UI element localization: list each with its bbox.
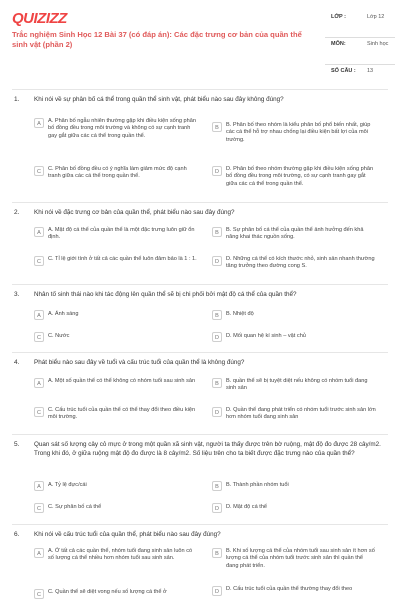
quizizz-logo: QUIZIZZ <box>12 10 67 27</box>
question-text: Khi nói về đặc trưng cơ bản của quần thể, phát biểu nào sau đây đúng? <box>34 209 235 216</box>
option-text: B. Sự phân bố cá thể của quần thể ảnh hưởng đến khả năng khai thác nguồn sống. <box>226 227 364 241</box>
option-key: B <box>212 310 222 320</box>
option-key: A <box>34 548 44 558</box>
question-number: 1. <box>14 96 20 103</box>
question-number: 3. <box>14 291 20 298</box>
question-divider <box>12 352 388 353</box>
question-divider <box>12 524 388 525</box>
option-key: D <box>212 256 222 266</box>
question-divider <box>12 284 388 285</box>
option-key: D <box>212 503 222 513</box>
option-text: B. Phân bố theo nhóm là kiểu phân bố phổ biến nhất, giúp các cá thể hỗ trợ nhau chống lại điều kiện bất lợi của môi trường. <box>226 122 371 143</box>
question-divider <box>12 434 388 435</box>
option-key: A <box>34 118 44 128</box>
option-text: B. Khi số lượng cá thể của nhóm tuổi sau sinh sản ít hơn số lượng cá thể của nhóm tuổi trước sinh sản thì quần thể đang phát triển. <box>226 548 375 569</box>
option-text: A. Ở tất cả các quần thể, nhóm tuổi đang sinh sản luôn có số lượng cá thể nhiều hơn nhóm tuổi sau sinh sản. <box>48 548 193 562</box>
question-text: Khi nói về sự phân bố cá thể trong quần thể sinh vật, phát biểu nào sau đây không đúng? <box>34 96 284 103</box>
question-text: Phát biểu nào sau đây về tuổi và cấu trúc tuổi của quần thể là không đúng? <box>34 359 245 366</box>
option-text: A. Tỷ lệ đực/cái <box>48 482 87 488</box>
info-row-subject <box>325 37 395 64</box>
question-number: 5. <box>14 441 20 448</box>
option-text: C. Quần thể sẽ diệt vong nếu số lượng cá thể ở <box>48 589 167 595</box>
option-text: D. Mật độ cá thể <box>226 504 268 510</box>
header-divider <box>12 89 388 90</box>
option-key: C <box>34 503 44 513</box>
option-key: B <box>212 548 222 558</box>
option-key: C <box>34 589 44 599</box>
option-text: D. Những cá thể có kích thước nhỏ, sinh sản nhanh thường tăng trưởng theo đường cong S. <box>226 256 375 270</box>
option-key: B <box>212 227 222 237</box>
option-key: D <box>212 332 222 342</box>
option-text: C. Cấu trúc tuổi của quần thể có thể thay đổi theo điều kiện môi trường. <box>48 407 196 421</box>
option-text: A. Phân bố ngẫu nhiên thường gặp khi điều kiện sống phân bố đồng đều trong môi trường và không có sự cạnh tranh gay gắt giữa các cá thể trong quần thể. <box>48 118 196 139</box>
class-value: Lớp 12 <box>367 14 385 20</box>
option-text: A. Ánh sáng <box>48 311 79 317</box>
option-key: C <box>34 256 44 266</box>
class-label: LỚP : <box>331 14 346 20</box>
option-text: C. Tỉ lệ giới tính ở tất cả các quần thể luôn đảm bảo là 1 : 1. <box>48 256 197 262</box>
option-key: A <box>34 378 44 388</box>
option-key: B <box>212 378 222 388</box>
question-number: 4. <box>14 359 20 366</box>
option-text: A. Một số quần thể có thể không có nhóm tuổi sau sinh sản <box>48 378 196 384</box>
option-key: B <box>212 122 222 132</box>
subject-value: Sinh học <box>367 41 389 47</box>
option-key: A <box>34 310 44 320</box>
option-key: A <box>34 481 44 491</box>
count-value: 13 <box>367 68 374 74</box>
document-title: Trắc nghiệm Sinh Học 12 Bài 37 (có đáp án): Các đặc trưng cơ bản của quần thể sinh vật (phần 2) <box>12 30 302 49</box>
info-row-count <box>325 64 395 80</box>
option-key: C <box>34 166 44 176</box>
option-key: A <box>34 227 44 237</box>
option-text: B. Nhiệt độ <box>226 311 254 317</box>
option-text: D. Phân bố theo nhóm thường gặp khi điều kiện sống phân bố đồng đều trong môi trường, có sự cạnh tranh gay gắt giữa các cá thể trong quần thể. <box>226 166 374 187</box>
question-text: Nhân tố sinh thái nào khi tác động lên quần thể sẽ bị chi phối bởi mật độ cá thể của quần thể? <box>34 291 297 298</box>
option-key: D <box>212 166 222 176</box>
option-text: B. Thành phần nhóm tuổi <box>226 482 289 488</box>
question-number: 2. <box>14 209 20 216</box>
option-text: A. Mật độ cá thể của quần thể là một đặc trưng luôn giữ ổn định. <box>48 227 195 241</box>
option-key: C <box>34 332 44 342</box>
info-panel <box>325 10 395 80</box>
option-key: C <box>34 407 44 417</box>
option-text: D. Mối quan hệ kí sinh – vật chủ <box>226 333 306 339</box>
option-text: D. Cấu trúc tuổi của quần thể thường thay đổi theo <box>226 586 353 592</box>
option-text: C. Nước <box>48 333 70 339</box>
option-key: D <box>212 586 222 596</box>
subject-label: MÔN: <box>331 41 346 47</box>
option-text: C. Sự phân bố cá thể <box>48 504 102 510</box>
question-number: 6. <box>14 531 20 538</box>
info-row-class <box>325 10 395 37</box>
document-header <box>0 0 400 86</box>
option-text: B. quần thể sẽ bị tuyệt diệt nếu không có nhóm tuổi đang sinh sản <box>226 378 368 392</box>
option-text: D. Quần thể đang phát triển có nhóm tuổi trước sinh sản lớn hơn nhóm tuổi đang sinh sản <box>226 407 376 421</box>
option-key: B <box>212 481 222 491</box>
question-text: Khi nói về cấu trúc tuổi của quần thể, phát biểu nào sau đây đúng? <box>34 531 221 538</box>
count-label: SỐ CÂU : <box>331 68 356 74</box>
question-text: Quan sát số lượng cây cỏ mực ở trong một quần xã sinh vật, người ta thấy được trên bờ ruộng, mật độ đo được 28 cây/m2. Trong khi đó, ở giữa ruộng mật độ đo được là 8 cây/m2. Số liệu trên cho ta biết được đặc trưng nào của quần thể? <box>34 441 381 457</box>
option-text: C. Phân bố đồng đều có ý nghĩa làm giảm mức độ cạnh tranh giữa các cá thể trong quần thể. <box>48 166 187 180</box>
question-divider <box>12 202 388 203</box>
option-key: D <box>212 407 222 417</box>
